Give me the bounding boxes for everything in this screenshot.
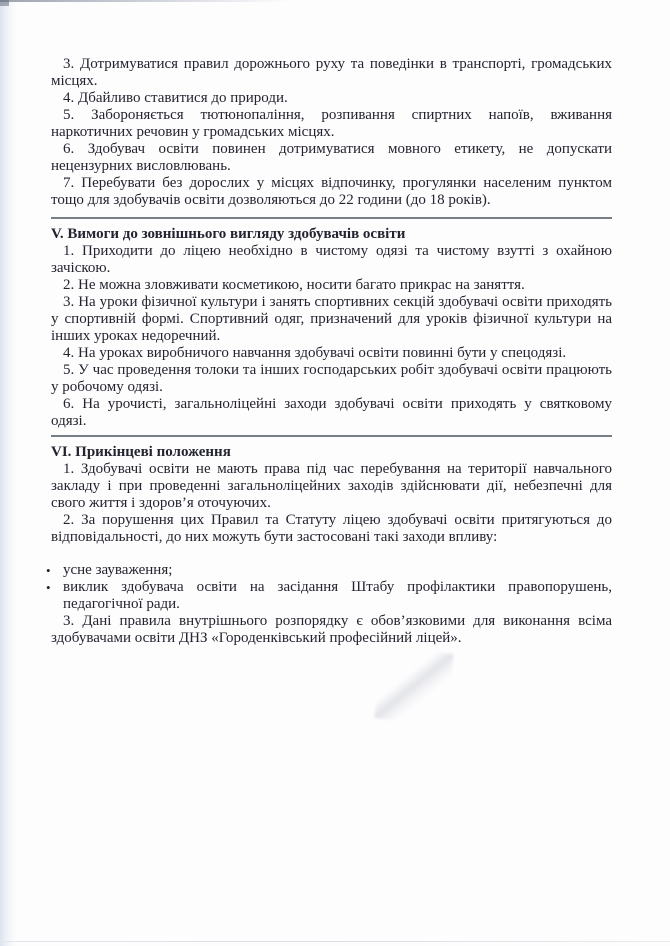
- scan-corner-mark: [0, 0, 9, 6]
- rule-item: 1. Здобувачі освіти не мають права під час перебування на території навчального закладу і при проведенні загальноліцейних заходів здійснювати дії, небезпечні для свого життя і здоров’я оточуючих.: [51, 461, 612, 511]
- section-5-heading: V. Вимоги до зовнішнього вигляду здобувачів освіти: [51, 226, 406, 242]
- rule-item: 3. На уроки фізичної культури і занять спортивних секцій здобувачі освіти приходять у спортивній формі. Спортивний одяг, призначений для уроків фізичної культури на інших уроках недоречний.: [51, 294, 612, 344]
- rule-item: 1. Приходити до ліцею необхідно в чистому одязі та чистому взутті з охайною зачіскою.: [51, 243, 612, 276]
- rule-item: 6. На урочисті, загальноліцейні заходи здобувачі освіти приходять у святковому одязі.: [51, 396, 612, 429]
- document-content: [46, 56, 612, 647]
- list-item-text: усне зауваження;: [63, 562, 173, 578]
- section-divider: [51, 217, 612, 219]
- scan-left-edge-shadow: [0, 0, 16, 946]
- scan-top-edge-line: [0, 0, 290, 2]
- scan-smudge-artifact: [374, 646, 453, 725]
- scan-bottom-edge-line: [0, 941, 670, 942]
- bullet-icon: •: [46, 563, 51, 578]
- rule-item: 4. Дбайливо ставитися до природи.: [63, 90, 288, 106]
- rule-item: 3. Дані правила внутрішнього розпорядку є обов’язковими для виконання всіма здобувачами освіти ДНЗ «Городенківський професійний ліцей».: [51, 613, 612, 646]
- list-item: [46, 562, 612, 579]
- rule-item: 4. На уроках виробничого навчання здобувачі освіти повинні бути у спецодязі.: [63, 345, 567, 361]
- rule-item: 7. Перебувати без дорослих у місцях відпочинку, прогулянки населеним пунктом тощо для здобувачів освіти дозволяються до 22 години (до 18 років).: [51, 175, 612, 208]
- rule-item: 2. Не можна зловживати косметикою, носити багато прикрас на заняття.: [63, 277, 525, 293]
- rule-item: 5. Забороняється тютюнопаління, розпивання спиртних напоїв, вживання наркотичних речовин у громадських місцях.: [51, 107, 612, 140]
- rule-item: 6. Здобувач освіти повинен дотримуватися мовного етикету, не допускати нецензурних висловлювань.: [51, 141, 612, 174]
- rule-item: 3. Дотримуватися правил дорожнього руху та поведінки в транспорті, громадських місцях.: [51, 56, 612, 89]
- section-6-heading: VI. Прикінцеві положення: [51, 444, 231, 460]
- rule-item: 5. У час проведення толоки та інших господарських робіт здобувачі освіти працюють у робочому одязі.: [51, 362, 612, 395]
- list-item-text: виклик здобувача освіти на засідання Штабу профілактики правопорушень, педагогічної ради.: [63, 579, 612, 612]
- section-divider: [51, 435, 612, 437]
- list-item: [46, 579, 612, 613]
- sanction-list: [46, 562, 612, 613]
- rule-item: 2. За порушення цих Правил та Статуту ліцею здобувачі освіти притягуються до відповідальності, до них можуть бути застосовані такі заходи впливу:: [51, 512, 612, 545]
- bullet-icon: •: [46, 580, 51, 595]
